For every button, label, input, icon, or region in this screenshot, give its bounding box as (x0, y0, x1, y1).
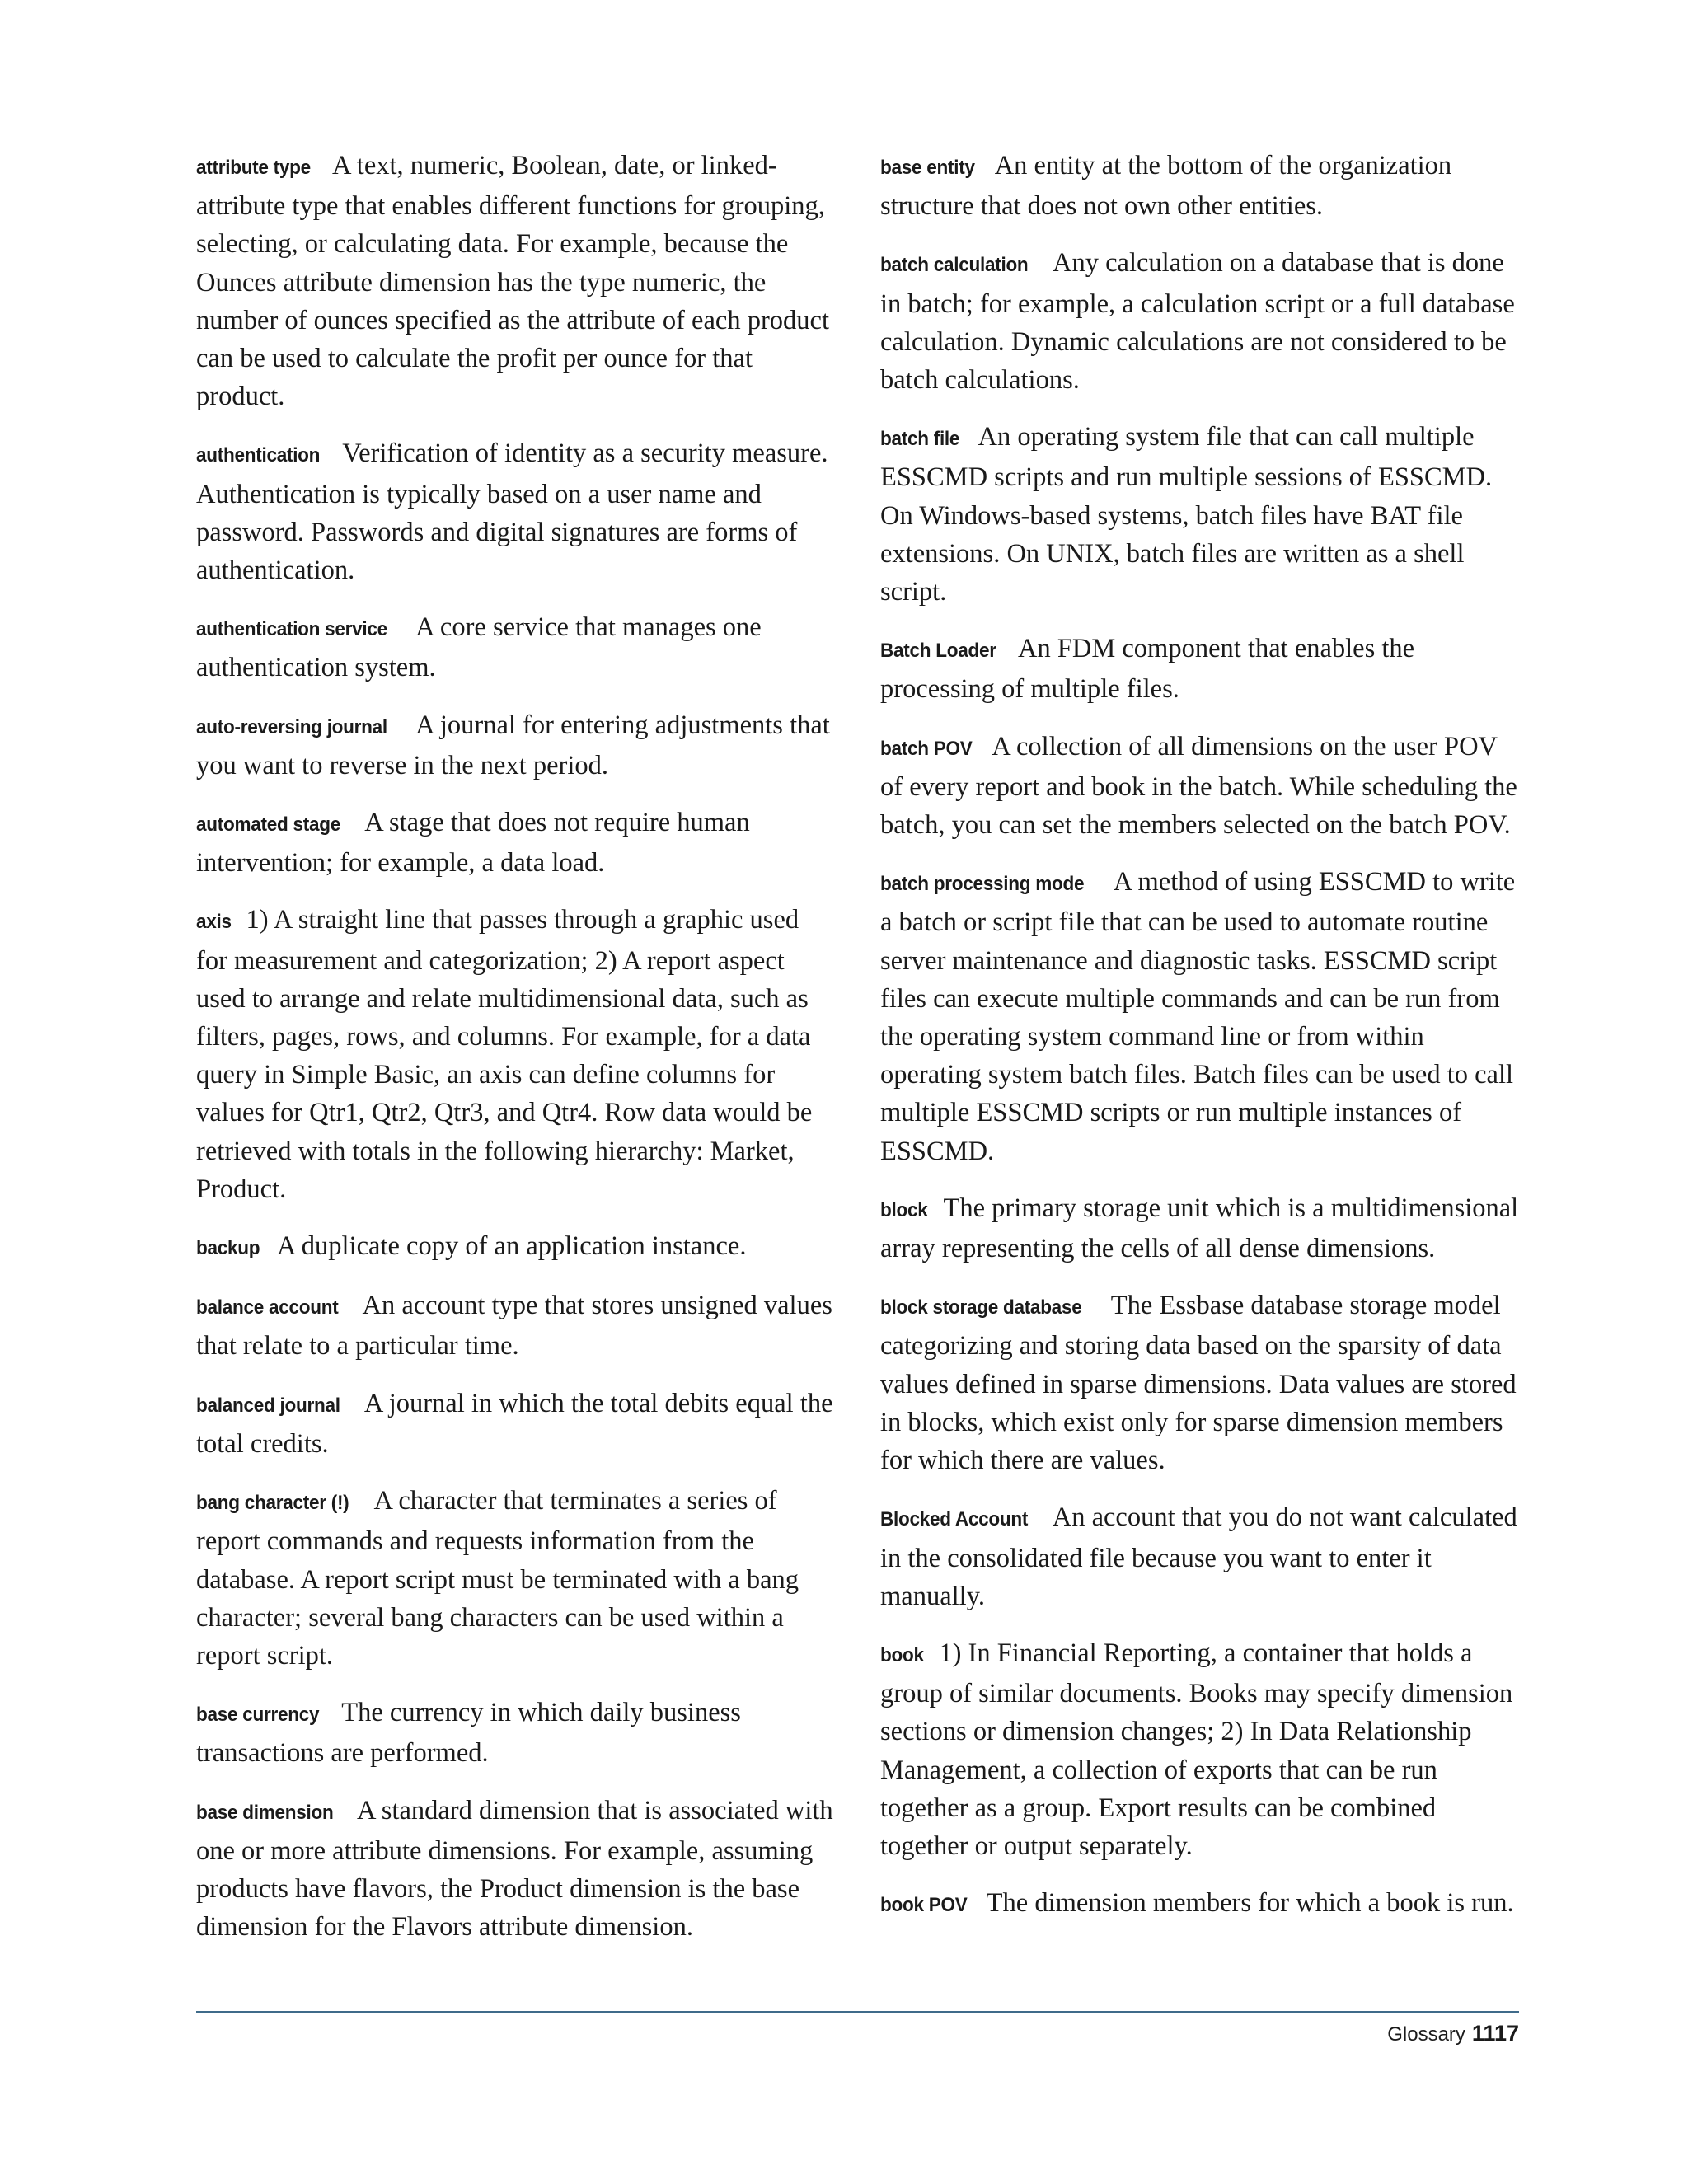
entry-term: bang character (!) (196, 1492, 349, 1515)
glossary-entry (880, 630, 1519, 708)
entry-term: book (880, 1643, 924, 1666)
glossary-entry (196, 706, 835, 785)
entry-definition: A journal in which the total debits equal the total credits. (196, 1388, 833, 1459)
entry-term: base entity (880, 157, 975, 179)
page-footer (1387, 2021, 1519, 2046)
entry-term: balanced journal (196, 1394, 340, 1417)
entry-term: base currency (196, 1704, 320, 1727)
footer-section-label: Glossary (1387, 2023, 1465, 2046)
entry-definition: A core service that manages one authentication system. (196, 612, 762, 683)
entry-definition: An entity at the bottom of the organization structure that does not own other entities. (880, 151, 1452, 222)
entry-term: block (880, 1198, 928, 1221)
glossary-entry (880, 863, 1519, 1170)
entry-definition: An account that you do not want calculated in the consolidated file because you want to enter it manually. (880, 1502, 1517, 1611)
glossary-entry (880, 147, 1519, 225)
entry-term: auto-reversing journal (196, 715, 387, 738)
entry-definition: The currency in which daily business transactions are performed. (196, 1698, 741, 1769)
glossary-entry (196, 804, 835, 882)
glossary-entry (880, 418, 1519, 611)
entry-definition: Any calculation on a database that is done in batch; for example, a calculation script or a full database calculation. Dynamic calculations are not considered to be batch calculations. (880, 248, 1515, 396)
entry-definition: A method of using ESSCMD to write a batch or script file that can be used to automate routine server maintenance and diagnostic tasks. ESSCMD script files can execute multiple commands and can be run from the operating system command line or from within operating system batch files. Batch files can be used to call multiple ESSCMD scripts or run multiple instances of ESSCMD. (880, 867, 1516, 1166)
entry-term: book POV (880, 1894, 968, 1917)
entry-definition: 1) A straight line that passes through a graphic used for measurement and categorization; 2) A report aspect used to arrange and relate multidimensional data, such as filters, pages, rows, and columns. For example, for a data query in Simple Basic, an axis can define columns for values for Qtr1, Qtr2, Qtr3, and Qtr4. Row data would be retrieved with totals in the following hierarchy: Market, Product. (196, 905, 813, 1204)
entry-term: batch calculation (880, 254, 1029, 277)
entry-term: axis (196, 911, 232, 934)
entry-definition: An account type that stores unsigned values that relate to a particular time. (196, 1291, 832, 1361)
right-column (880, 147, 1519, 1943)
entry-term: Batch Loader (880, 640, 996, 663)
glossary-entry (880, 1498, 1519, 1615)
glossary-entry (196, 1385, 835, 1463)
entry-definition: An operating system file that can call multiple ESSCMD scripts and run multiple sessions of ESSCMD. On Windows-based systems, batch files have BAT file extensions. On UNIX, batch files are written as a shell script. (880, 422, 1493, 607)
entry-term: backup (196, 1237, 260, 1260)
glossary-entry (196, 1792, 835, 1947)
entry-term: balance account (196, 1296, 339, 1319)
glossary-entry (196, 1694, 835, 1772)
entry-definition: A standard dimension that is associated with one or more attribute dimensions. For example, assuming products have flavors, the Product dimension is the base dimension for the Flavors attribute dimension. (196, 1795, 833, 1943)
entry-term: base dimension (196, 1801, 334, 1824)
entry-definition: A journal for entering adjustments that you want to reverse in the next period. (196, 710, 830, 780)
glossary-entry (880, 1286, 1519, 1479)
glossary-entry (196, 608, 835, 687)
entry-definition: A character that terminates a series of report commands and requests information from the database. A report script must be terminated with a bang character; several bang characters can be used within a report script. (196, 1486, 799, 1671)
entry-term: authentication (196, 444, 321, 467)
entry-definition: A text, numeric, Boolean, date, or linked-attribute type that enables different functions for grouping, selecting, or calculating data. For example, because the Ounces attribute dimension has the type numeric, the number of ounces specified as the attribute of each product can be used to calculate the profit per ounce for that product. (196, 151, 829, 412)
footer-divider (196, 2011, 1519, 2013)
glossary-entry (196, 434, 835, 589)
glossary-entry (880, 728, 1519, 845)
entry-definition: An FDM component that enables the processing of multiple files. (880, 634, 1415, 705)
entry-definition: A stage that does not require human intervention; for example, a data load. (196, 808, 750, 879)
entry-term: batch POV (880, 737, 973, 760)
glossary-entry (196, 1227, 835, 1268)
entry-definition: A duplicate copy of an application instance. (276, 1231, 747, 1262)
glossary-entry (880, 244, 1519, 399)
entry-term: attribute type (196, 157, 311, 179)
entry-definition: The Essbase database storage model categorizing and storing data based on the sparsity of data values defined in sparse dimensions. Data values are stored in blocks, which exist only for sparse dimension members for which there are values. (880, 1291, 1517, 1476)
entry-definition: A collection of all dimensions on the user POV of every report and book in the batch. While scheduling the batch, you can set the members selected on the batch POV. (880, 731, 1517, 841)
entry-definition: The dimension members for which a book is run. (986, 1888, 1514, 1919)
glossary-entry (880, 1884, 1519, 1924)
glossary-entry (880, 1189, 1519, 1268)
entry-term: batch file (880, 428, 960, 451)
entry-term: batch processing mode (880, 873, 1085, 896)
entry-definition: The primary storage unit which is a multidimensional array representing the cells of all dense dimensions. (880, 1193, 1519, 1264)
entry-term: authentication service (196, 618, 387, 641)
entry-term: automated stage (196, 813, 340, 837)
glossary-entry (880, 1634, 1519, 1865)
glossary-entry (196, 1286, 835, 1365)
entry-definition: 1) In Financial Reporting, a container that holds a group of similar documents. Books may specify dimension sections or dimension changes; 2) In Data Relationship Management, a collection of exports that can be run together as a group. Export results can be combined together or output separately. (880, 1638, 1513, 1861)
glossary-entry (196, 147, 835, 415)
entry-definition: Verification of identity as a security measure. Authentication is typically based on a user name and password. Passwords and digital signatures are forms of authentication. (196, 438, 828, 586)
entry-term: block storage database (880, 1296, 1082, 1319)
glossary-entry (196, 901, 835, 1208)
page-number: 1117 (1471, 2021, 1519, 2046)
glossary-entry (196, 1482, 835, 1675)
left-column (196, 147, 835, 1965)
entry-term: Blocked Account (880, 1508, 1029, 1531)
